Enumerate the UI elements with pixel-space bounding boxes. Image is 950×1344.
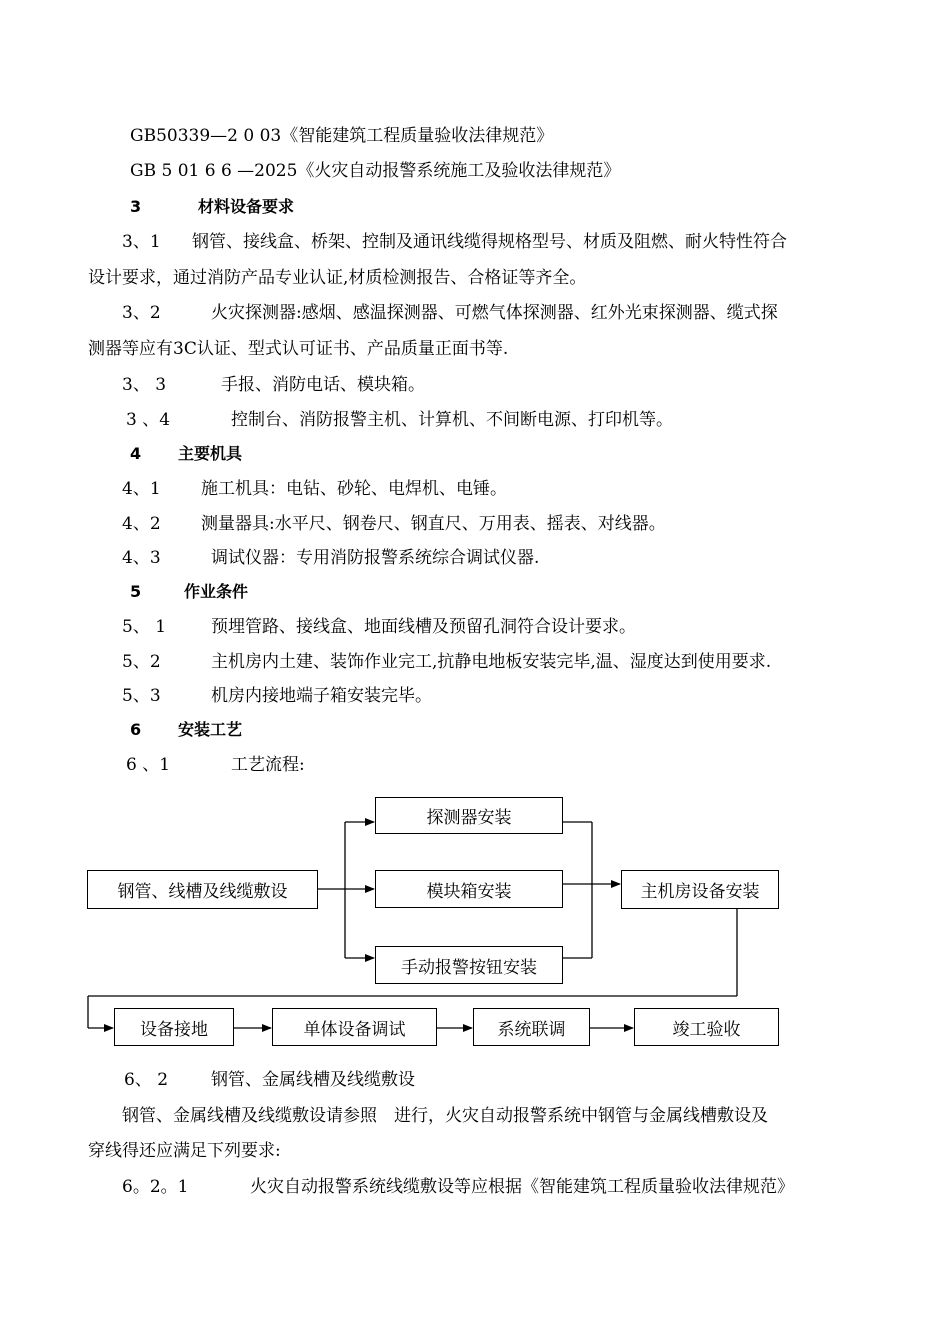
item-4-2-number: 4、2 [122, 514, 161, 534]
heading-6-title: 安装工艺 [178, 720, 243, 739]
item-4-1-text: 施工机具：电钻、砂轮、电焊机、电锤。 [201, 479, 507, 499]
item-6-2-1-number: 6。2。1 [122, 1177, 189, 1197]
item-6-1-number: 6 、1 [126, 755, 171, 775]
item-6-2-body: 钢管、金属线槽及线缆敷设请参照 进行，火灾自动报警系统中钢管与金属线槽敷设及 [122, 1106, 768, 1126]
item-6-1-text: 工艺流程: [231, 755, 305, 775]
standard-line-1: GB50339—2 0 03《智能建筑工程质量验收法律规范》 [130, 126, 554, 146]
item-5-1-number: 5、 1 [122, 617, 167, 637]
flow-box-module-box-install: 模块箱安装 [375, 870, 563, 908]
item-6-2-continuation: 穿线得还应满足下列要求: [88, 1141, 281, 1161]
flow-box-system-joint-debugging: 系统联调 [473, 1008, 590, 1046]
flow-box-conduit-laying: 钢管、线槽及线缆敷设 [87, 870, 318, 909]
item-3-2-continuation: 测器等应有3C认证、型式认可证书、产品质量正面书等. [88, 339, 509, 359]
heading-3-title: 材料设备要求 [198, 197, 295, 216]
item-3-2-number: 3、2 [122, 303, 161, 323]
item-3-4-number: 3 、4 [126, 410, 171, 430]
item-5-3-text: 机房内接地端子箱安装完毕。 [211, 686, 432, 706]
item-5-3-number: 5、3 [122, 686, 161, 706]
flow-box-host-room-equipment-install: 主机房设备安装 [621, 870, 779, 909]
standard-line-2: GB 5 01 6 6 —2025《火灾自动报警系统施工及验收法律规范》 [130, 161, 621, 181]
item-3-2-text: 火灾探测器:感烟、感温探测器、可燃气体探测器、红外光束探测器、缆式探 [211, 303, 778, 323]
item-4-1-number: 4、1 [122, 479, 161, 499]
item-3-3-number: 3、 3 [122, 375, 167, 395]
item-5-2-number: 5、2 [122, 652, 161, 672]
item-5-1-text: 预埋管路、接线盒、地面线槽及预留孔洞符合设计要求。 [211, 617, 636, 637]
heading-5-title: 作业条件 [184, 582, 249, 601]
item-6-2-1-text: 火灾自动报警系统线缆敷设等应根据《智能建筑工程质量验收法律规范》 [250, 1177, 794, 1197]
flow-box-detector-install: 探测器安装 [375, 797, 563, 834]
flow-box-completion-acceptance: 竣工验收 [634, 1008, 779, 1046]
item-4-3-text: 调试仪器：专用消防报警系统综合调试仪器. [211, 548, 540, 568]
item-3-1-text: 钢管、接线盒、桥架、控制及通讯线缆得规格型号、材质及阻燃、耐火特性符合 [192, 232, 787, 252]
item-6-2-number: 6、 2 [124, 1070, 169, 1090]
item-3-1-number: 3、1 [122, 232, 161, 252]
item-3-3-text: 手报、消防电话、模块箱。 [221, 375, 425, 395]
item-5-2-text: 主机房内土建、装饰作业完工,抗静电地板安装完毕,温、湿度达到使用要求. [211, 652, 772, 672]
flow-box-unit-debugging: 单体设备调试 [272, 1008, 437, 1046]
item-3-1-continuation: 设计要求，通过消防产品专业认证,材质检测报告、合格证等齐全。 [88, 268, 587, 288]
item-3-4-text: 控制台、消防报警主机、计算机、不间断电源、打印机等。 [231, 410, 673, 430]
item-4-2-text: 测量器具:水平尺、钢卷尺、钢直尺、万用表、摇表、对线器。 [201, 514, 666, 534]
flow-box-equipment-grounding: 设备接地 [114, 1008, 234, 1046]
heading-5-number: 5 [130, 582, 142, 601]
item-6-2-text: 钢管、金属线槽及线缆敷设 [211, 1070, 415, 1090]
item-4-3-number: 4、3 [122, 548, 161, 568]
flow-box-manual-alarm-button-install: 手动报警按钮安装 [375, 946, 563, 984]
heading-6-number: 6 [130, 720, 142, 739]
heading-4-title: 主要机具 [178, 444, 243, 463]
heading-3-number: 3 [130, 197, 142, 216]
heading-4-number: 4 [130, 444, 142, 463]
